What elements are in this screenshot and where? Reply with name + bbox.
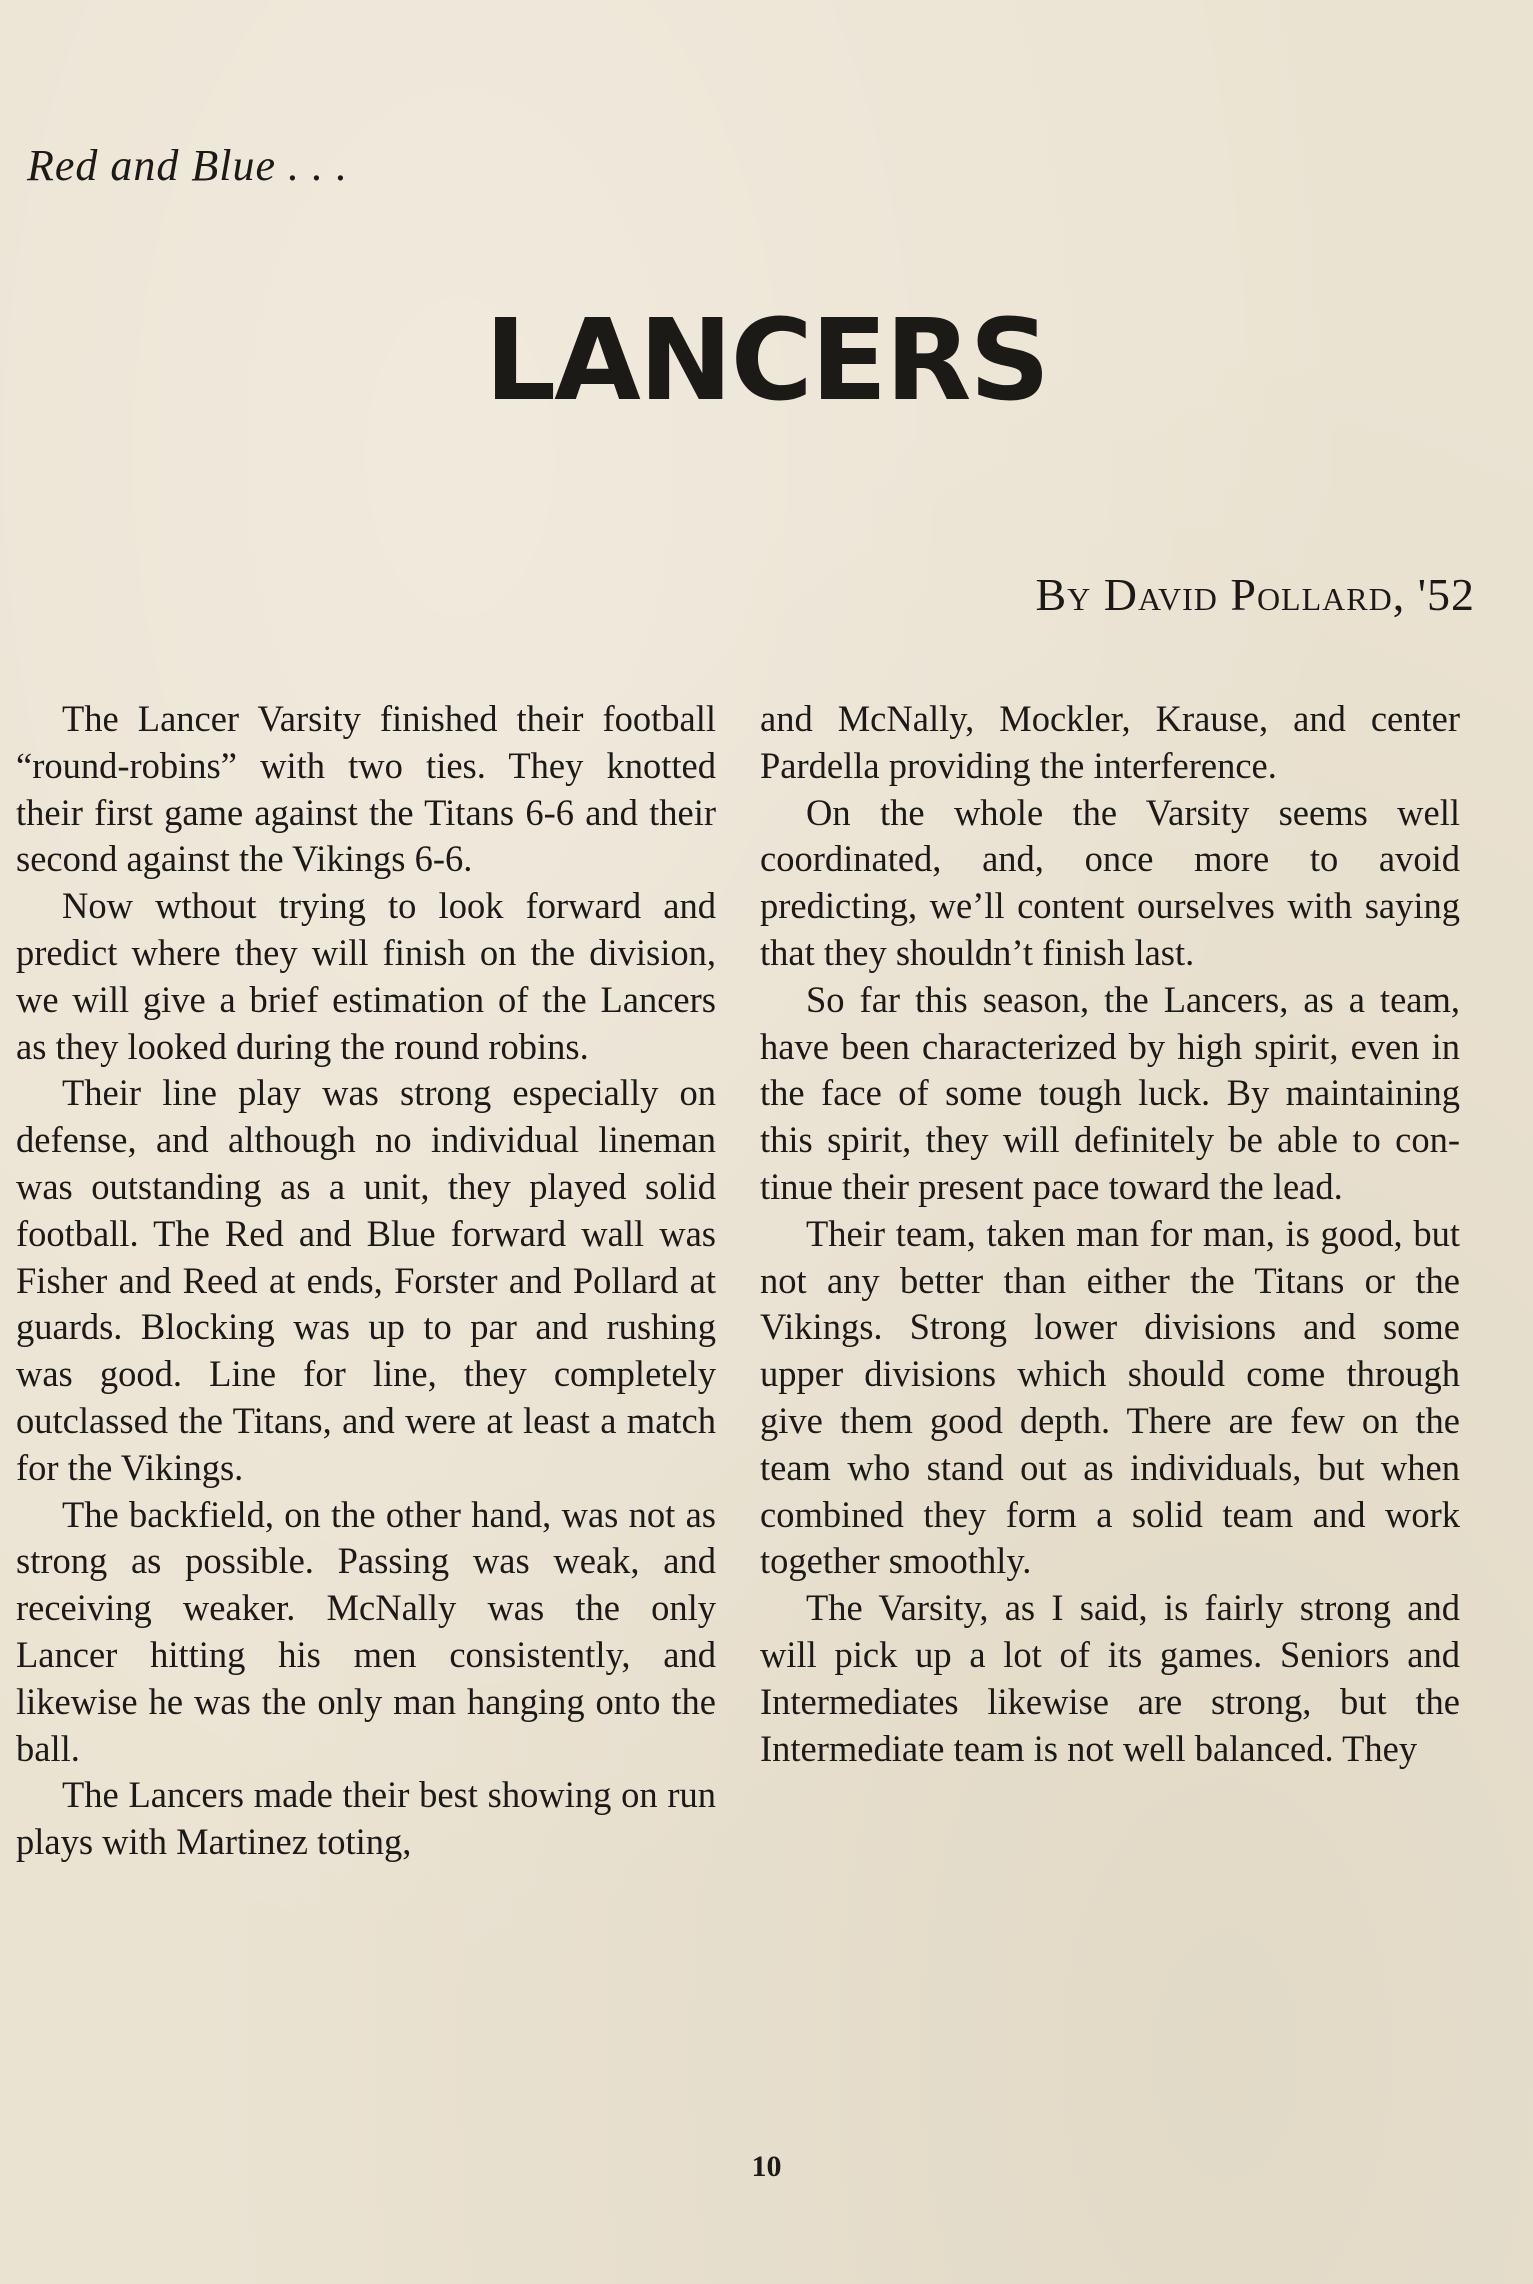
paragraph: The Lancers made their best showing on run plays with Martinez toting,	[16, 1774, 716, 1863]
left-column	[16, 696, 716, 1866]
byline: By David Pollard, '52	[1035, 569, 1475, 620]
paragraph: Their team, taken man for man, is good, but not any better than either the Titans or the Vikings. Strong lower divisions and some upper divisions which should come through give them good depth. There are few on the team who stand out as individuals, but when combined they form a solid team and work together smoothly.	[760, 1212, 1460, 1582]
article-title: LANCERS	[484, 296, 1049, 426]
paragraph: The backfield, on the other hand, was not as strong as possible. Passing was weak, and receiving weaker. McNally was the only Lancer hitting his men consistently, and likewise he was the only man hanging onto the ball.	[16, 1493, 716, 1769]
paragraph: So far this season, the Lancers, as a team, have been characterized by high spirit, even in the face of some tough luck. By maintaining this spirit, they will definitely be able to continue their present pace toward the lead.	[760, 978, 1460, 1207]
running-head: Red and Blue . . .	[27, 141, 349, 190]
paragraph: On the whole the Varsity seems well coordinated, and, once more to avoid predicting, we’ll content ourselves with saying that they shouldn’t finish last.	[760, 791, 1460, 973]
paragraph-continued: and McNally, Mockler, Krause, and center Pardella providing the interference.	[760, 698, 1460, 786]
paragraph: The Lancer Varsity finished their football “round-robins” with two ties. They knotted their first game against the Titans 6-6 and their second against the Vikings 6-6.	[16, 698, 716, 880]
paragraph: Now wthout trying to look forward and predict where they will finish on the division, we will give a brief estimation of the Lancers as they looked during the round robins.	[16, 885, 716, 1067]
paragraph: The Varsity, as I said, is fairly strong and will pick up a lot of its games. Seniors and Intermediates likewise are strong, but the Intermediate team is not well balanced. They	[760, 1587, 1460, 1769]
page-number: 10	[751, 2150, 782, 2183]
right-column	[760, 696, 1460, 1772]
paragraph: Their line play was strong especially on defense, and although no individual lineman was outstanding as a unit, they played solid football. The Red and Blue forward wall was Fisher and Reed at ends, Forster and Pollard at guards. Blocking was up to par and rushing was good. Line for line, they completely outclassed the Titans, and were at least a match for the Vikings.	[16, 1072, 716, 1488]
